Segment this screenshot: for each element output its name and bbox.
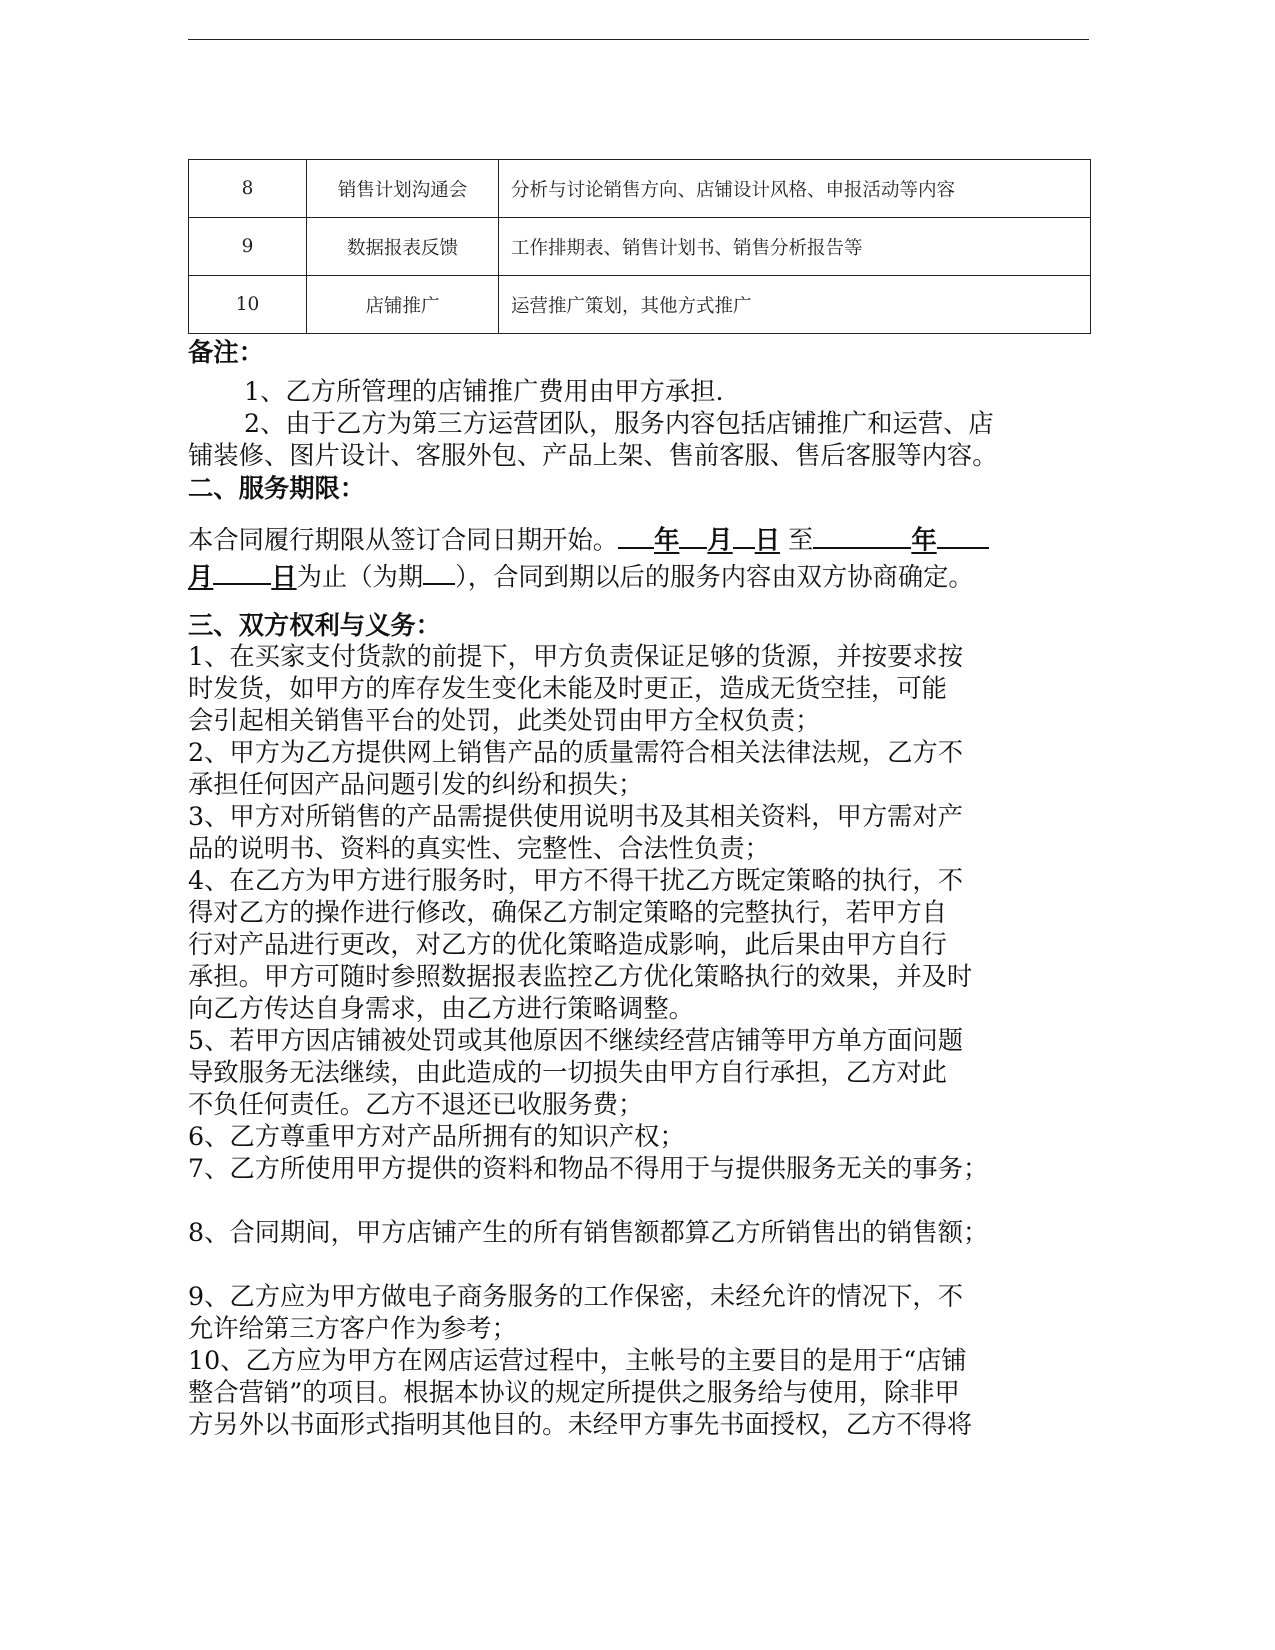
note-2-line: 铺装修、图片设计、客服外包、产品上架、售前客服、售后客服等内容。: [188, 441, 998, 470]
clause-line: 允许给第三方客户作为参考；: [188, 1314, 517, 1344]
clause-line: 时发货，如甲方的库存发生变化未能及时更正，造成无货空挂，可能: [188, 674, 947, 704]
month-label: 月: [188, 561, 214, 592]
day-label: 日: [754, 524, 780, 555]
clause-line: 3、甲方对所销售的产品需提供使用说明书及其相关资料，甲方需对产: [188, 802, 964, 832]
blank-field: [423, 557, 455, 586]
note-1: 1、乙方所管理的店铺推广费用由甲方承担.: [244, 377, 724, 406]
clause-line: 品的说明书、资料的真实性、完整性、合法性负责；: [188, 834, 770, 864]
blank-field: [733, 520, 755, 549]
clause-line: 10、乙方应为甲方在网店运营过程中，主帐号的主要目的是用于“店铺: [188, 1346, 967, 1376]
blank-field: [679, 520, 707, 549]
term-end-text: ），合同到期以后的服务内容由双方协商确定。: [455, 562, 974, 592]
section-2-heading: 二、服务期限：: [188, 473, 366, 503]
clause-line: 2、甲方为乙方提供网上销售产品的质量需符合相关法律法规，乙方不: [188, 738, 964, 768]
clause-line: 9、乙方应为甲方做电子商务服务的工作保密，未经允许的情况下，不: [188, 1282, 964, 1312]
row-number: 9: [189, 218, 307, 276]
year-label: 年: [654, 524, 680, 555]
year-label: 年: [911, 524, 937, 555]
service-description: 分析与讨论销售方向、店铺设计风格、申报活动等内容: [499, 160, 1091, 218]
table-row: [189, 276, 1091, 334]
header-rule: [188, 39, 1089, 40]
clause-line: 1、在买家支付货款的前提下，甲方负责保证足够的货源，并按要求按: [188, 642, 964, 672]
clause-line: 4、在乙方为甲方进行服务时，甲方不得干扰乙方既定策略的执行，不: [188, 866, 964, 896]
service-item: 店铺推广: [307, 276, 499, 334]
month-label: 月: [707, 524, 733, 555]
blank-field: [937, 520, 989, 549]
contract-body: [188, 336, 1093, 1441]
service-table: [188, 159, 1091, 334]
term-start-text: 本合同履行期限从签订合同日期开始。: [188, 525, 619, 555]
clause-line: 承担任何因产品问题引发的纠纷和损失；: [188, 770, 644, 800]
section-3-heading: 三、双方权利与义务：: [188, 610, 441, 641]
clause-line: 向乙方传达自身需求，由乙方进行策略调整。: [188, 994, 694, 1024]
clause-line: 得对乙方的操作进行修改，确保乙方制定策略的完整执行，若甲方自: [188, 898, 947, 928]
note-2-line: 2、由于乙方为第三方运营团队，服务内容包括店铺推广和运营、店: [244, 409, 994, 438]
clause-line: 不负任何责任。乙方不退还已收服务费；: [188, 1090, 644, 1120]
until-text: 为止（为期: [296, 562, 424, 592]
term-line-1: [188, 520, 1093, 557]
clause-line: 5、若甲方因店铺被处罚或其他原因不继续经营店铺等甲方单方面问题: [188, 1026, 964, 1056]
term-line-2: [188, 557, 1093, 594]
service-item: 数据报表反馈: [307, 218, 499, 276]
blank-field: [618, 520, 654, 549]
clause-line: 方另外以书面形式指明其他目的。未经甲方事先书面授权，乙方不得将: [188, 1410, 973, 1440]
clause-line: 导致服务无法继续，由此造成的一切损失由甲方自行承担，乙方对此: [188, 1058, 947, 1088]
table-row: [189, 160, 1091, 218]
clause-line: 承担。甲方可随时参照数据报表监控乙方优化策略执行的效果，并及时: [188, 962, 973, 992]
blank-field: [213, 557, 271, 586]
clause-line: 8、合同期间，甲方店铺产生的所有销售额都算乙方所销售出的销售额；: [188, 1218, 989, 1248]
service-description: 工作排期表、销售计划书、销售分析报告等: [499, 218, 1091, 276]
notes-heading: 备注：: [188, 337, 264, 367]
to-text: 至: [788, 525, 814, 555]
clause-line: 7、乙方所使用甲方提供的资料和物品不得用于与提供服务无关的事务；: [188, 1154, 989, 1184]
service-item: 销售计划沟通会: [307, 160, 499, 218]
clause-line: 整合营销”的项目。根据本协议的规定所提供之服务给与使用，除非甲: [188, 1378, 960, 1408]
table-row: [189, 218, 1091, 276]
blank-field: [813, 520, 911, 549]
row-number: 8: [189, 160, 307, 218]
service-description: 运营推广策划，其他方式推广: [499, 276, 1091, 334]
clause-line: 行对产品进行更改，对乙方的优化策略造成影响，此后果由甲方自行: [188, 930, 947, 960]
day-label: 日: [271, 561, 297, 592]
row-number: 10: [189, 276, 307, 334]
clause-line: 会引起相关销售平台的处罚，此类处罚由甲方全权负责；: [188, 706, 821, 736]
clause-line: 6、乙方尊重甲方对产品所拥有的知识产权；: [188, 1122, 685, 1152]
